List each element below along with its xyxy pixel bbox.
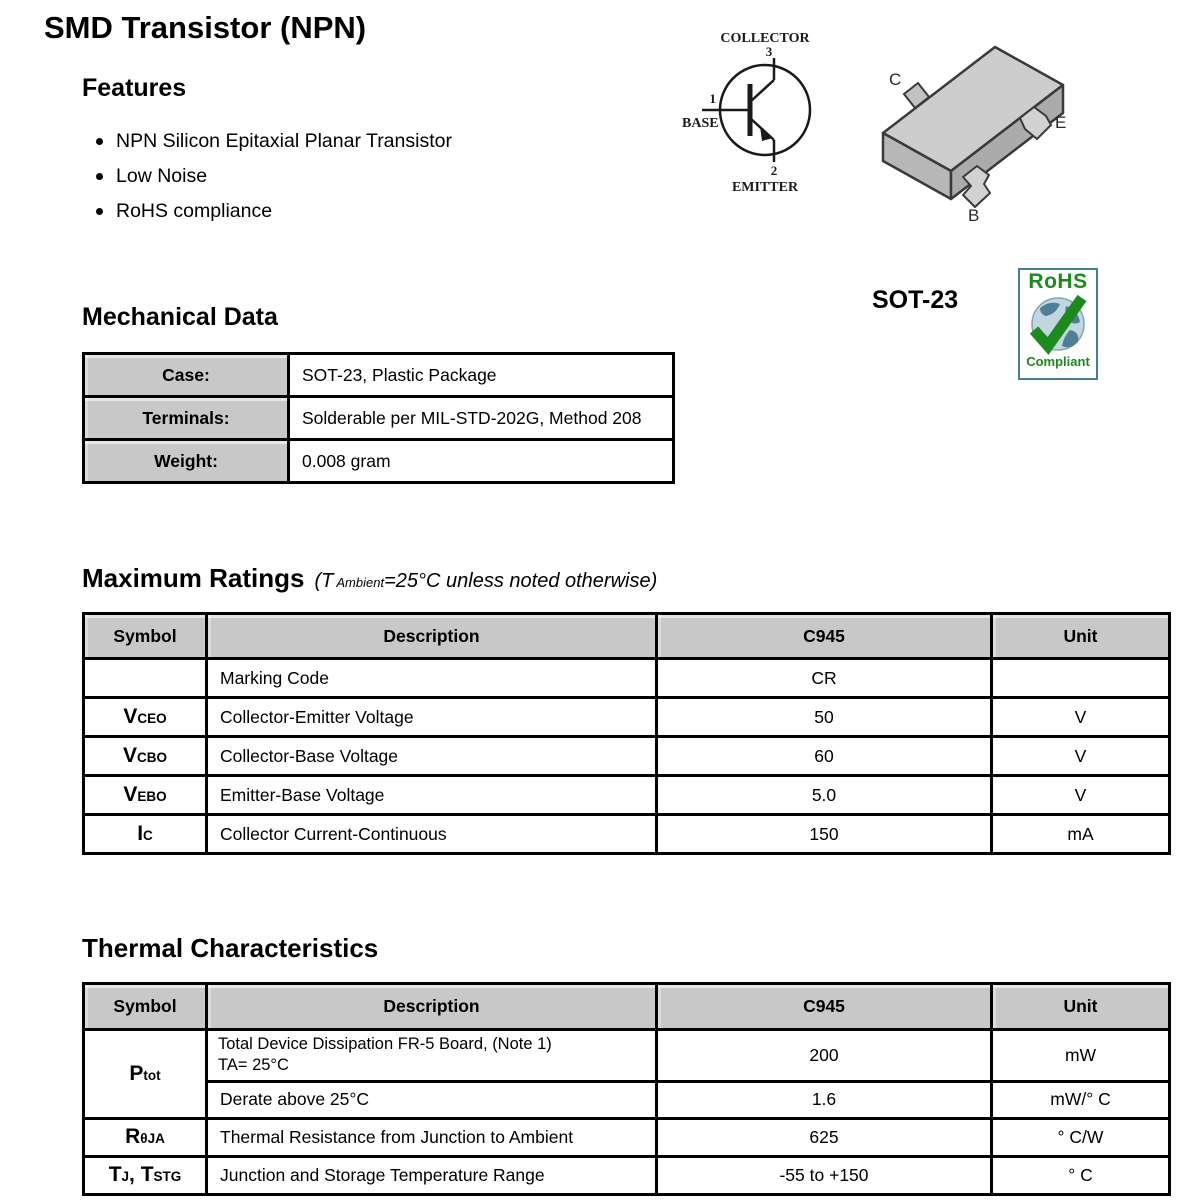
table-row <box>84 1118 1170 1156</box>
symbol-cell <box>84 815 207 854</box>
unit-cell: mA <box>992 815 1170 854</box>
unit-cell: mW/° C <box>992 1081 1170 1118</box>
mech-label-case: Case: <box>84 354 289 397</box>
unit-cell <box>992 659 1170 698</box>
feature-text: NPN Silicon Epitaxial Planar Transistor <box>116 130 452 152</box>
symbol-cell-rthja <box>84 1118 207 1156</box>
symbol-cell-ptot <box>84 1030 207 1119</box>
mech-value-terminals: Solderable per MIL-STD-202G, Method 208 <box>289 397 674 440</box>
value-cell: 150 <box>657 815 992 854</box>
value-cell: 60 <box>657 737 992 776</box>
value-cell: CR <box>657 659 992 698</box>
unit-cell: ° C <box>992 1156 1170 1194</box>
symbol-cell <box>84 698 207 737</box>
description-cell <box>207 1030 657 1082</box>
note-subscript: Ambient <box>336 575 385 590</box>
table-row <box>84 815 1170 854</box>
feature-text: Low Noise <box>116 165 208 187</box>
description-cell: Collector-Emitter Voltage <box>207 698 657 737</box>
value-cell: 200 <box>657 1030 992 1082</box>
table-row <box>84 737 1170 776</box>
mech-value-case: SOT-23, Plastic Package <box>289 354 674 397</box>
unit-cell: ° C/W <box>992 1118 1170 1156</box>
symbol-sub: J <box>121 1169 130 1185</box>
bullet-icon <box>96 138 103 145</box>
table-row <box>84 440 674 483</box>
description-cell: Thermal Resistance from Junction to Ambient <box>207 1118 657 1156</box>
symbol-main: V <box>123 705 138 728</box>
description-cell: Collector Current-Continuous <box>207 815 657 854</box>
table-row <box>84 1030 1170 1082</box>
table-row <box>84 1156 1170 1194</box>
value-cell: 625 <box>657 1118 992 1156</box>
col-unit: Unit <box>992 984 1170 1030</box>
symbol-sub: θJA <box>140 1131 165 1147</box>
description-line-2: TA= 25°C <box>218 1056 289 1075</box>
page-title: SMD Transistor (NPN) <box>44 10 367 45</box>
pin-label-b: B <box>968 206 980 225</box>
symbol-sub: C <box>143 828 153 843</box>
sot23-package-drawing <box>865 15 1080 225</box>
col-symbol: Symbol <box>84 614 207 659</box>
pin-label-c: C <box>889 70 902 89</box>
description-cell: Marking Code <box>207 659 657 698</box>
symbol-sub: STG <box>153 1169 182 1185</box>
package-name: SOT-23 <box>872 286 959 314</box>
symbol-main: V <box>123 783 138 806</box>
table-row <box>84 776 1170 815</box>
value-cell: 1.6 <box>657 1081 992 1118</box>
symbol-cell <box>84 659 207 698</box>
mech-label-weight: Weight: <box>84 440 289 483</box>
symbol-cell-tj-tstg <box>84 1156 207 1194</box>
symbol-sub: tot <box>143 1067 161 1083</box>
maximum-ratings-note <box>315 570 658 593</box>
mechanical-data-table <box>82 352 675 484</box>
table-header-row <box>84 614 1170 659</box>
table-row <box>84 397 674 440</box>
col-symbol: Symbol <box>84 984 207 1030</box>
base-pin-number: 1 <box>709 91 716 106</box>
table-row <box>84 1081 1170 1118</box>
collector-diagonal-line <box>750 80 774 102</box>
symbol-cell <box>84 776 207 815</box>
list-item <box>96 200 452 223</box>
table-row <box>84 354 674 397</box>
symbol-main: V <box>122 744 137 767</box>
unit-cell: mW <box>992 1030 1170 1082</box>
symbol-main: I <box>137 822 144 845</box>
collector-label: COLLECTOR <box>720 31 810 46</box>
unit-cell: V <box>992 737 1170 776</box>
description-cell: Collector-Base Voltage <box>207 737 657 776</box>
value-cell: 50 <box>657 698 992 737</box>
table-row <box>84 659 1170 698</box>
emitter-pin-number: 2 <box>770 163 778 178</box>
npn-transistor-symbol-diagram <box>672 22 857 197</box>
thermal-characteristics-table <box>82 982 1171 1196</box>
col-c945: C945 <box>657 984 992 1030</box>
emitter-label: EMITTER <box>731 180 799 195</box>
list-item <box>96 165 452 188</box>
pin-label-e: E <box>1055 113 1067 132</box>
mech-label-terminals: Terminals: <box>84 397 289 440</box>
symbol-main: T <box>108 1163 122 1187</box>
bullet-icon <box>96 173 103 180</box>
table-header-row <box>84 984 1170 1030</box>
rohs-logo <box>1018 268 1098 380</box>
note-prefix: (T <box>314 570 334 592</box>
unit-cell: V <box>992 776 1170 815</box>
list-item <box>96 130 452 153</box>
symbol-cell <box>84 737 207 776</box>
col-description: Description <box>207 614 657 659</box>
rohs-compliant-text: Compliant <box>1026 354 1090 369</box>
rohs-globe-check-icon <box>1026 292 1090 358</box>
maximum-ratings-heading-row <box>82 563 657 594</box>
description-cell: Emitter-Base Voltage <box>207 776 657 815</box>
features-list <box>96 130 452 235</box>
mechanical-data-heading: Mechanical Data <box>82 303 278 331</box>
table-row <box>84 698 1170 737</box>
description-cell: Derate above 25°C <box>207 1081 657 1118</box>
mech-value-weight: 0.008 gram <box>289 440 674 483</box>
thermal-characteristics-heading: Thermal Characteristics <box>82 933 379 963</box>
rohs-logo-text: RoHS <box>1028 270 1088 293</box>
base-label: BASE <box>682 116 719 131</box>
value-cell: 5.0 <box>657 776 992 815</box>
description-line-1: Total Device Dissipation FR-5 Board, (Note 1) <box>218 1035 552 1053</box>
features-heading: Features <box>82 74 187 102</box>
symbol-main: R <box>125 1125 141 1149</box>
col-description: Description <box>207 984 657 1030</box>
unit-cell: V <box>992 698 1170 737</box>
symbol-sub: CBO <box>137 750 167 765</box>
maximum-ratings-heading: Maximum Ratings <box>82 563 305 593</box>
symbol-sub: EBO <box>137 789 167 804</box>
symbol-sub: CEO <box>137 711 167 726</box>
value-cell: -55 to +150 <box>657 1156 992 1194</box>
collector-pin-number: 3 <box>765 44 773 59</box>
note-suffix: =25°C unless noted otherwise) <box>384 570 658 592</box>
symbol-main: P <box>129 1061 144 1085</box>
symbol-main: , T <box>129 1163 154 1187</box>
maximum-ratings-table <box>82 612 1171 855</box>
col-c945: C945 <box>657 614 992 659</box>
description-cell: Junction and Storage Temperature Range <box>207 1156 657 1194</box>
bullet-icon <box>96 208 103 215</box>
col-unit: Unit <box>992 614 1170 659</box>
feature-text: RoHS compliance <box>116 200 273 222</box>
